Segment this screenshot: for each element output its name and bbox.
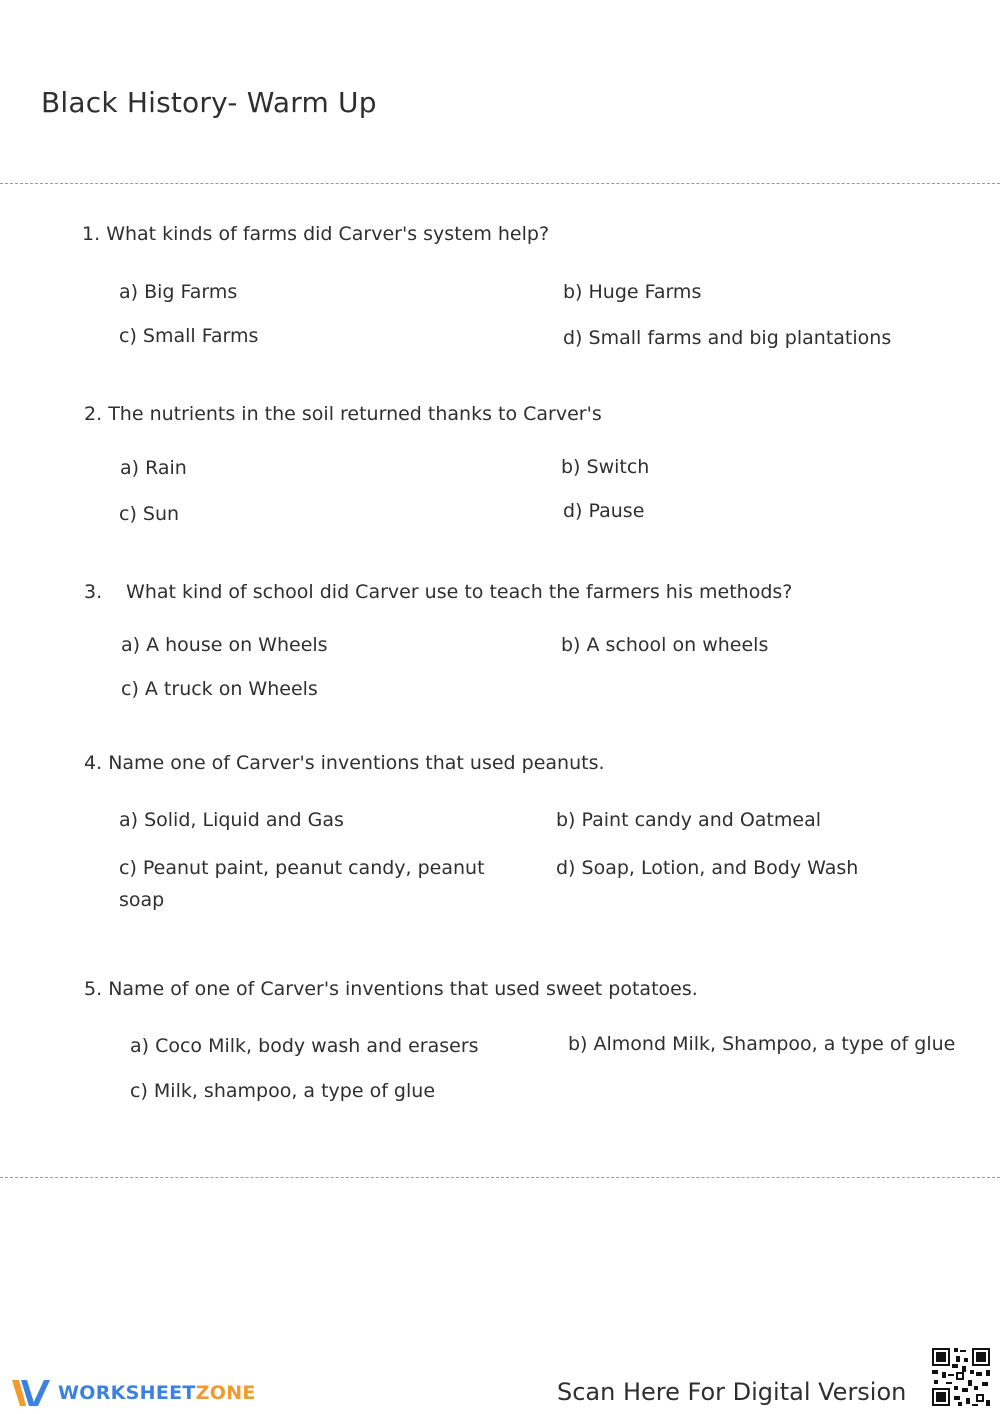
question-number: 5.: [84, 978, 103, 1000]
question-text: The nutrients in the soil returned thanks to Carver's: [108, 403, 602, 425]
question-text: What kind of school did Carver use to teach the farmers his methods?: [126, 581, 793, 603]
q1-option-d[interactable]: d) Small farms and big plantations: [563, 327, 892, 349]
q4-option-a[interactable]: a) Solid, Liquid and Gas: [119, 809, 344, 831]
question-number: 4.: [84, 752, 103, 774]
q2-option-a[interactable]: a) Rain: [120, 457, 187, 479]
q2-option-c[interactable]: c) Sun: [119, 503, 180, 525]
worksheetzone-logo[interactable]: [10, 1373, 256, 1413]
q5-option-c[interactable]: c) Milk, shampoo, a type of glue: [130, 1080, 436, 1102]
q5-option-a[interactable]: a) Coco Milk, body wash and erasers: [130, 1035, 479, 1057]
question-5: [84, 978, 698, 1000]
question-1: [82, 223, 549, 245]
logo-text-zone: ZONE: [195, 1382, 256, 1404]
q3-option-c[interactable]: c) A truck on Wheels: [121, 678, 318, 700]
page-title: Black History- Warm Up: [41, 86, 377, 119]
q3-option-b[interactable]: b) A school on wheels: [561, 634, 769, 656]
question-3: [84, 581, 792, 603]
question-4: [84, 752, 605, 774]
q1-option-c[interactable]: c) Small Farms: [119, 325, 259, 347]
question-number: 2.: [84, 403, 103, 425]
q4-option-d[interactable]: d) Soap, Lotion, and Body Wash: [556, 857, 859, 879]
q1-option-a[interactable]: a) Big Farms: [119, 281, 238, 303]
logo-text: [58, 1382, 256, 1404]
question-number: 3.: [84, 581, 103, 603]
bottom-divider: [0, 1177, 1000, 1178]
question-text: What kinds of farms did Carver's system help?: [106, 223, 550, 245]
q1-option-b[interactable]: b) Huge Farms: [563, 281, 702, 303]
q2-option-b[interactable]: b) Switch: [561, 456, 650, 478]
scan-label: Scan Here For Digital Version: [557, 1378, 907, 1406]
q4-option-c[interactable]: c) Peanut paint, peanut candy, peanut soap: [119, 857, 485, 911]
q3-option-a[interactable]: a) A house on Wheels: [121, 634, 328, 656]
q5-option-b[interactable]: b) Almond Milk, Shampoo, a type of glue: [568, 1033, 956, 1055]
question-number: 1.: [82, 223, 101, 245]
q2-option-d[interactable]: d) Pause: [563, 500, 645, 522]
logo-w-icon: [10, 1376, 54, 1410]
q4-option-b[interactable]: b) Paint candy and Oatmeal: [556, 809, 821, 831]
logo-text-worksheet: WORKSHEET: [58, 1382, 196, 1404]
question-text: Name of one of Carver's inventions that used sweet potatoes.: [108, 978, 698, 1000]
top-divider: [0, 183, 1000, 184]
qr-code-icon[interactable]: [928, 1344, 994, 1410]
question-text: Name one of Carver's inventions that used peanuts.: [108, 752, 605, 774]
question-2: [84, 403, 602, 425]
